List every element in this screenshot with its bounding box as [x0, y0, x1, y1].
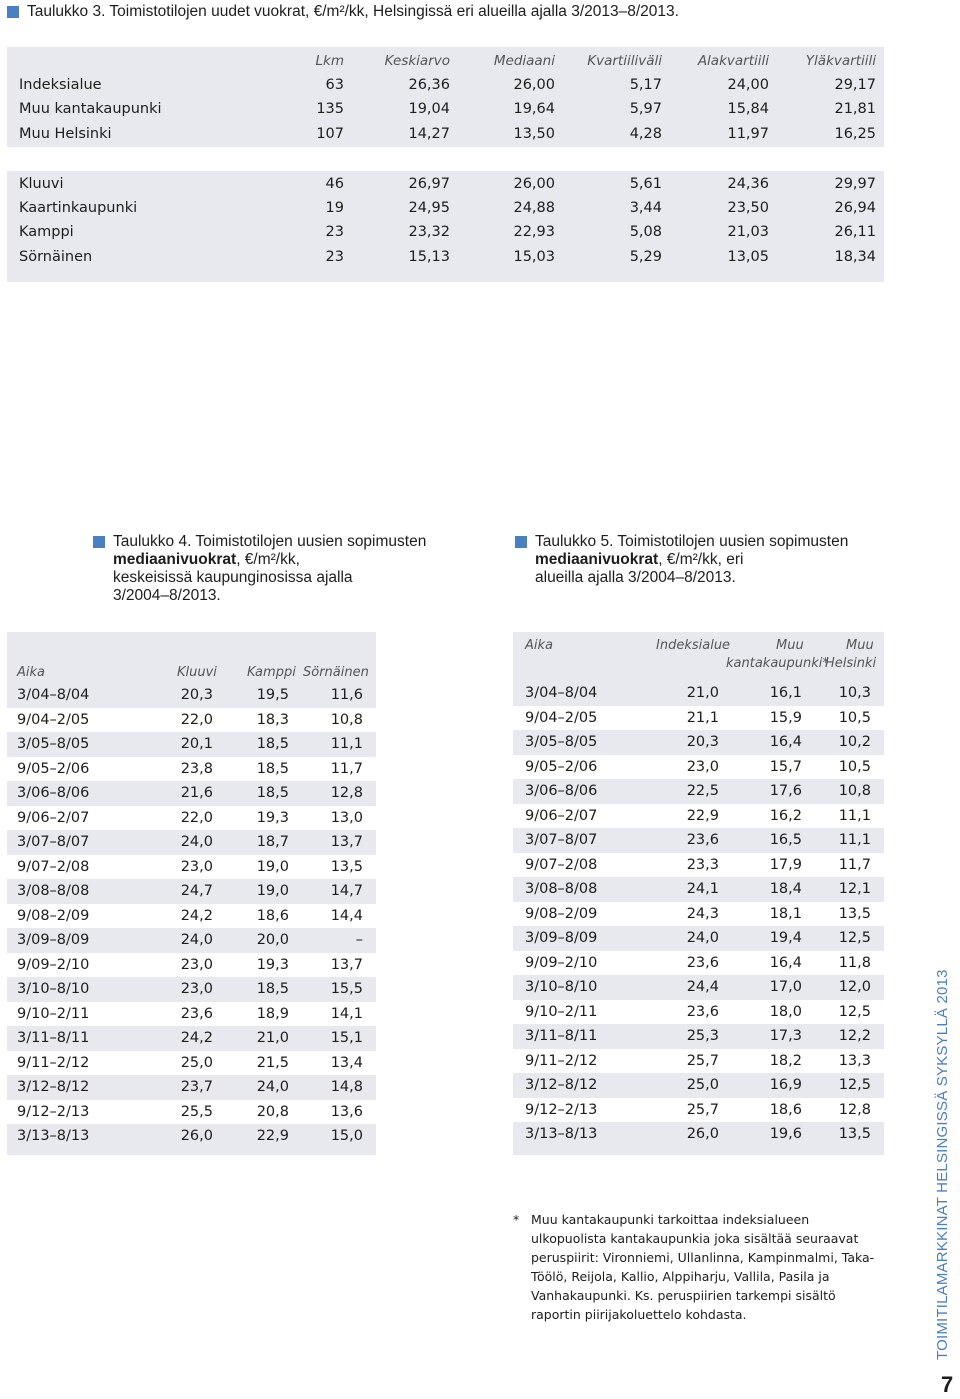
table4-cell: 13,4 [330, 1054, 363, 1071]
table4-cell: 15,1 [330, 1030, 363, 1046]
table5-row [513, 1024, 884, 1048]
table5-cell: 12,5 [838, 1077, 871, 1093]
table5-cell-aika: 3/05–8/05 [525, 734, 598, 750]
table4-cell: 22,0 [180, 711, 213, 728]
table5-cell: 11,1 [838, 807, 871, 824]
table5-cell: 16,9 [769, 1077, 802, 1093]
table3-cell: 16,25 [834, 126, 876, 142]
table5-cell-aika: 3/07–8/07 [525, 832, 598, 848]
table4-row [7, 683, 376, 707]
table5-cell: 13,5 [838, 905, 871, 922]
table3-cell: 4,28 [629, 126, 662, 142]
table3-cell: 23,50 [727, 200, 769, 216]
table5-cell-aika: 3/08–8/08 [525, 881, 598, 897]
table4-row [7, 879, 376, 903]
table5-caption-rest: , €/m²/kk, eri [658, 551, 744, 568]
table3-row-label: Kaartinkaupunki [19, 200, 138, 216]
table4-row [7, 1100, 376, 1124]
table3-cell: 15,03 [513, 249, 555, 265]
page-number: 7 [941, 1372, 954, 1397]
table4-cell: 14,4 [330, 907, 363, 924]
table4-cell: 24,2 [180, 1030, 213, 1046]
table5-cell-aika: 9/10–2/11 [525, 1003, 598, 1020]
table5-cell: 17,9 [769, 856, 802, 873]
table3-cell: 13,50 [513, 126, 555, 142]
table3-cell: 26,94 [834, 200, 876, 216]
table5-cell: 19,4 [769, 930, 802, 946]
table5-cell-aika: 9/08–2/09 [525, 905, 598, 922]
table4-cell: 23,8 [180, 760, 213, 777]
table5-cell: 10,5 [838, 758, 871, 775]
table4-caption-line1: Taulukko 4. Toimistotilojen uusien sopimusten [113, 533, 427, 550]
table4-cell: 19,5 [256, 687, 289, 703]
table3-cell: 19,64 [513, 101, 555, 117]
table5-cell: 12,2 [838, 1028, 871, 1044]
table4-cell-aika: 9/10–2/11 [17, 1005, 90, 1022]
table3-cell: 24,95 [408, 200, 450, 216]
table5-cell: 10,8 [838, 783, 871, 799]
table4-row [7, 757, 376, 781]
table3-header-row [7, 49, 884, 73]
table4-cell-aika: 9/11–2/12 [17, 1054, 90, 1071]
table3-cell: 3,44 [629, 200, 662, 216]
table5-cell: 21,0 [686, 685, 719, 701]
table5-cell: 11,7 [838, 856, 871, 873]
table4-row [7, 830, 376, 854]
table4-cell: 23,0 [180, 981, 213, 997]
table4-caption-line3: keskeisissä kaupunginosissa ajalla [113, 569, 353, 586]
table4-cell: 13,6 [330, 1103, 363, 1120]
table5-cell: 18,2 [769, 1052, 802, 1069]
table5-row [513, 877, 884, 901]
bullet-square-icon [7, 6, 19, 18]
table5-cell: 16,4 [769, 734, 802, 750]
table4-header-aika: Aika [17, 665, 45, 680]
table5-cell: 22,9 [686, 807, 719, 824]
table3-cell: 26,00 [513, 176, 555, 192]
table5-cell: 26,0 [686, 1126, 719, 1142]
table5-cell-aika: 3/06–8/06 [525, 783, 598, 799]
table3-cell: 5,17 [629, 77, 662, 93]
table4-cell: – [355, 932, 363, 948]
table5-row [513, 681, 884, 705]
table5-cell: 10,3 [838, 685, 871, 701]
table3-header-cell: Alakvartiili [697, 53, 769, 69]
table5-cell: 24,1 [686, 881, 719, 897]
table4-cell-aika: 3/05–8/05 [17, 736, 90, 752]
table5-row [513, 926, 884, 950]
table4-caption-rest: , €/m²/kk, [236, 551, 300, 568]
table4-row [7, 928, 376, 952]
table4-cell: 21,6 [180, 785, 213, 801]
table4-cell-aika: 3/12–8/12 [17, 1079, 90, 1095]
table5-header-kantakaupunki: kantakaupunki* [726, 656, 829, 671]
table5-row [513, 1122, 884, 1146]
table5-row [513, 730, 884, 754]
table5-cell-aika: 9/09–2/10 [525, 954, 598, 971]
table4-cell-aika: 3/13–8/13 [17, 1128, 90, 1144]
table3 [7, 47, 884, 282]
table5-row [513, 975, 884, 999]
table5-cell: 10,2 [838, 734, 871, 750]
table4-cell: 19,0 [256, 883, 289, 899]
table4-row [7, 953, 376, 977]
table5-cell-aika: 3/12–8/12 [525, 1077, 598, 1093]
table4-header-sornainen: Sörnäinen [303, 665, 369, 680]
table5-cell: 10,5 [838, 709, 871, 726]
table3-cell: 11,97 [727, 126, 769, 142]
table3-row [7, 245, 884, 269]
table4-cell: 18,5 [256, 785, 289, 801]
table4-header-kamppi: Kamppi [247, 665, 296, 680]
table4-cell: 20,1 [180, 736, 213, 752]
table4-cell: 13,7 [330, 834, 363, 850]
table4-row [7, 1075, 376, 1099]
table4-cell: 14,8 [330, 1079, 363, 1095]
table4-cell: 20,8 [256, 1103, 289, 1120]
table4-cell: 18,3 [256, 711, 289, 728]
table5-cell: 16,2 [769, 807, 802, 824]
table5-cell: 24,3 [686, 905, 719, 922]
table5-cell: 23,6 [686, 954, 719, 971]
table5-header-indeksialue: Indeksialue [656, 638, 731, 653]
table4-row [7, 732, 376, 756]
table3-cell: 26,11 [834, 224, 876, 240]
table5-cell: 12,5 [838, 1003, 871, 1020]
table5-row [513, 951, 884, 975]
table5-cell: 18,1 [769, 905, 802, 922]
table3-header-cell: Yläkvartiili [805, 53, 876, 69]
table5-row [513, 1098, 884, 1122]
table4-cell: 21,5 [256, 1054, 289, 1071]
table4-cell: 19,0 [256, 858, 289, 875]
table4-cell: 26,0 [180, 1128, 213, 1144]
table4-cell: 24,0 [256, 1079, 289, 1095]
table4-row [7, 1124, 376, 1148]
table4-caption-bold: mediaanivuokrat [113, 551, 237, 568]
table5-cell: 21,1 [686, 709, 719, 726]
table5-cell: 18,6 [769, 1101, 802, 1118]
table5-cell: 25,3 [686, 1028, 719, 1044]
table4-cell: 20,0 [256, 932, 289, 948]
table5-cell-aika: 3/13–8/13 [525, 1126, 598, 1142]
table5-cell: 15,7 [769, 758, 802, 775]
table5-cell: 23,6 [686, 832, 719, 848]
table3-cell: 13,05 [727, 249, 769, 265]
table3-cell: 29,97 [834, 176, 876, 192]
table5-caption-line3: alueilla ajalla 3/2004–8/2013. [535, 569, 736, 586]
table4-cell: 14,1 [330, 1005, 363, 1022]
table4 [7, 632, 376, 1155]
table5-cell: 22,5 [686, 783, 719, 799]
table5-cell: 17,3 [769, 1028, 802, 1044]
table4-cell: 11,6 [330, 687, 363, 703]
table4-cell: 10,8 [330, 711, 363, 728]
table4-cell: 24,0 [180, 834, 213, 850]
table5-cell-aika: 3/10–8/10 [525, 979, 598, 995]
table4-cell-aika: 3/06–8/06 [17, 785, 90, 801]
table3-cell: 5,97 [629, 101, 662, 117]
table5-cell: 17,0 [769, 979, 802, 995]
table5-header-muu-kanta: Muu [776, 638, 804, 653]
table4-header-kluuvi: Kluuvi [177, 665, 217, 680]
table5-cell: 18,4 [769, 881, 802, 897]
table4-cell: 24,7 [180, 883, 213, 899]
table3-header-cell: Kvartiiliväli [587, 53, 662, 69]
table5-cell: 12,1 [838, 881, 871, 897]
table3-cell: 29,17 [834, 77, 876, 93]
table5-cell: 13,3 [838, 1052, 871, 1069]
table3-row-label: Sörnäinen [19, 249, 93, 265]
table4-cell: 18,5 [256, 736, 289, 752]
table3-cell: 24,00 [727, 77, 769, 93]
table4-cell-aika: 9/12–2/13 [17, 1103, 90, 1120]
table3-row-label: Muu Helsinki [19, 126, 112, 142]
table4-cell: 25,0 [180, 1054, 213, 1071]
table3-cell: 18,34 [834, 249, 876, 265]
table5-row [513, 902, 884, 926]
table5-cell: 11,8 [838, 954, 871, 971]
table5-row [513, 804, 884, 828]
table3-cell: 26,36 [408, 77, 450, 93]
table4-cell-aika: 9/04–2/05 [17, 711, 90, 728]
table5-row [513, 828, 884, 852]
table3-row [7, 97, 884, 121]
bullet-square-icon [93, 536, 105, 548]
table3-cell: 24,36 [727, 176, 769, 192]
table5-cell-aika: 9/11–2/12 [525, 1052, 598, 1069]
table3-cell: 24,88 [513, 200, 555, 216]
table5-cell-aika: 9/05–2/06 [525, 758, 598, 775]
table3-row [7, 196, 884, 220]
table4-cell: 23,7 [180, 1079, 213, 1095]
table3-row-label: Kamppi [19, 224, 74, 240]
table5-cell: 15,9 [769, 709, 802, 726]
table3-header-cell: Mediaani [493, 53, 555, 69]
table4-cell-aika: 9/05–2/06 [17, 760, 90, 777]
table4-row [7, 1002, 376, 1026]
table5-cell-aika: 3/09–8/09 [525, 930, 598, 946]
table4-cell: 13,7 [330, 956, 363, 973]
table4-cell-aika: 9/07–2/08 [17, 858, 90, 875]
table5-cell: 23,3 [686, 856, 719, 873]
table5-cell: 11,1 [838, 832, 871, 848]
table4-row [7, 806, 376, 830]
table3-cell: 19,04 [408, 101, 450, 117]
footnote-text: Muu kantakaupunki tarkoittaa indeksialueen ulkopuolista kantakaupunkia joka sisältää seuraavat peruspiirit: Vironniemi, Ullanlinna, Kampinmalmi, Taka-Töölö, Reijola, Kallio, Alppiharju, Vallila, Pasila ja Vanhakaupunki. Ks. peruspiirien tarkempi sisältö raportin piirijakoluettelo kohdasta. [531, 1212, 875, 1322]
table5-cell: 17,6 [769, 783, 802, 799]
table3-cell: 107 [316, 126, 344, 142]
table4-row [7, 904, 376, 928]
table5-row [513, 1073, 884, 1097]
table3-cell: 14,27 [408, 126, 450, 142]
table4-cell-aika: 3/04–8/04 [17, 687, 90, 703]
table5 [513, 632, 884, 1155]
table3-cell: 22,93 [513, 224, 555, 240]
table4-cell: 15,0 [330, 1128, 363, 1144]
table3-separator-band [7, 147, 884, 171]
table5-row [513, 755, 884, 779]
table5-header-helsinki: Helsinki [825, 656, 877, 671]
table4-cell-aika: 3/07–8/07 [17, 834, 90, 850]
table5-cell: 12,8 [838, 1101, 871, 1118]
table3-cell: 21,81 [834, 101, 876, 117]
table5-header-muu-helsinki: Muu [846, 638, 874, 653]
table4-cell: 14,7 [330, 883, 363, 899]
table4-cell: 18,5 [256, 760, 289, 777]
table3-cell: 15,13 [408, 249, 450, 265]
table4-cell: 22,0 [180, 809, 213, 826]
table3-cell: 63 [325, 77, 344, 93]
table3-header-cell: Lkm [315, 53, 344, 69]
table4-cell: 25,5 [180, 1103, 213, 1120]
table3-cell: 5,61 [629, 176, 662, 192]
table3-caption-text: Taulukko 3. Toimistotilojen uudet vuokrat, €/m²/kk, Helsingissä eri alueilla ajalla 3/2013–8/2013. [27, 3, 679, 20]
table3-row [7, 73, 884, 97]
table4-cell: 18,5 [256, 981, 289, 997]
table3-cell: 19 [325, 200, 344, 216]
table3-header-cell: Keskiarvo [384, 53, 450, 69]
table4-row [7, 1051, 376, 1075]
table3-cell: 5,08 [629, 224, 662, 240]
table3-cell: 23 [325, 249, 344, 265]
table5-row [513, 1049, 884, 1073]
table3-row [7, 122, 884, 146]
table5-cell: 25,0 [686, 1077, 719, 1093]
table4-row [7, 855, 376, 879]
table3-cell: 5,29 [629, 249, 662, 265]
table3-cell: 21,03 [727, 224, 769, 240]
table5-cell-aika: 9/04–2/05 [525, 709, 598, 726]
table4-cell: 22,9 [256, 1128, 289, 1144]
table3-row-label: Indeksialue [19, 77, 102, 93]
table4-cell: 23,0 [180, 858, 213, 875]
table4-cell: 24,2 [180, 907, 213, 924]
table3-cell: 26,00 [513, 77, 555, 93]
table4-row [7, 1026, 376, 1050]
running-header-vertical: TOIMITILAMARKKINAT HELSINGISSÄ SYKSYLLÄ 2013 [934, 969, 951, 1360]
table5-caption-bold: mediaanivuokrat [535, 551, 659, 568]
table3-row-label: Kluuvi [19, 176, 64, 192]
table5-row [513, 779, 884, 803]
table4-cell: 20,3 [180, 687, 213, 703]
table4-cell: 12,8 [330, 785, 363, 801]
table5-cell: 25,7 [686, 1052, 719, 1069]
table3-row [7, 172, 884, 196]
table5-cell: 24,4 [686, 979, 719, 995]
table3-cell: 23,32 [408, 224, 450, 240]
table4-cell-aika: 9/08–2/09 [17, 907, 90, 924]
table4-cell-aika: 9/09–2/10 [17, 956, 90, 973]
table3-cell: 23 [325, 224, 344, 240]
table4-cell: 18,6 [256, 907, 289, 924]
table3-row-label: Muu kantakaupunki [19, 101, 162, 117]
table4-cell-aika: 3/11–8/11 [17, 1030, 90, 1046]
table5-cell: 23,6 [686, 1003, 719, 1020]
table4-row [7, 977, 376, 1001]
table4-cell: 19,3 [256, 809, 289, 826]
table4-row [7, 781, 376, 805]
table3-cell: 46 [325, 176, 344, 192]
table4-row [7, 708, 376, 732]
table4-cell: 15,5 [330, 981, 363, 997]
table5-cell: 20,3 [686, 734, 719, 750]
table4-cell: 11,1 [330, 736, 363, 752]
table5-cell: 13,5 [838, 1126, 871, 1142]
bullet-square-icon [515, 536, 527, 548]
table5-header-aika: Aika [525, 638, 553, 653]
table5-cell-aika: 3/11–8/11 [525, 1028, 598, 1044]
table4-cell: 19,3 [256, 956, 289, 973]
table5-cell: 16,1 [769, 685, 802, 701]
table3-cell: 26,97 [408, 176, 450, 192]
table4-cell: 13,0 [330, 809, 363, 826]
table5-cell: 25,7 [686, 1101, 719, 1118]
table4-cell: 11,7 [330, 760, 363, 777]
table5-cell: 18,0 [769, 1003, 802, 1020]
footnote-star: * [513, 1212, 520, 1227]
table4-cell: 13,5 [330, 858, 363, 875]
table4-caption-line4: 3/2004–8/2013. [113, 587, 221, 604]
table4-cell: 21,0 [256, 1030, 289, 1046]
table5-cell: 16,4 [769, 954, 802, 971]
table5-cell: 19,6 [769, 1126, 802, 1142]
table5-caption-line1: Taulukko 5. Toimistotilojen uusien sopimusten [535, 533, 849, 550]
table5-cell: 23,0 [686, 758, 719, 775]
table5-cell-aika: 9/07–2/08 [525, 856, 598, 873]
table4-cell-aika: 3/10–8/10 [17, 981, 90, 997]
table4-cell-aika: 3/08–8/08 [17, 883, 90, 899]
table5-cell: 12,0 [838, 979, 871, 995]
table5-cell: 12,5 [838, 930, 871, 946]
table5-row [513, 853, 884, 877]
table5-cell-aika: 3/04–8/04 [525, 685, 598, 701]
table5-row [513, 706, 884, 730]
table4-cell-aika: 9/06–2/07 [17, 809, 90, 826]
table5-row [513, 1000, 884, 1024]
table4-cell: 23,0 [180, 956, 213, 973]
table5-cell: 16,5 [769, 832, 802, 848]
table4-cell: 18,7 [256, 834, 289, 850]
table5-cell: 24,0 [686, 930, 719, 946]
table4-cell: 18,9 [256, 1005, 289, 1022]
table4-cell-aika: 3/09–8/09 [17, 932, 90, 948]
table3-cell: 135 [316, 101, 344, 117]
table5-cell-aika: 9/12–2/13 [525, 1101, 598, 1118]
table5-cell-aika: 9/06–2/07 [525, 807, 598, 824]
table3-cell: 15,84 [727, 101, 769, 117]
table4-cell: 24,0 [180, 932, 213, 948]
table4-cell: 23,6 [180, 1005, 213, 1022]
table3-row [7, 220, 884, 244]
